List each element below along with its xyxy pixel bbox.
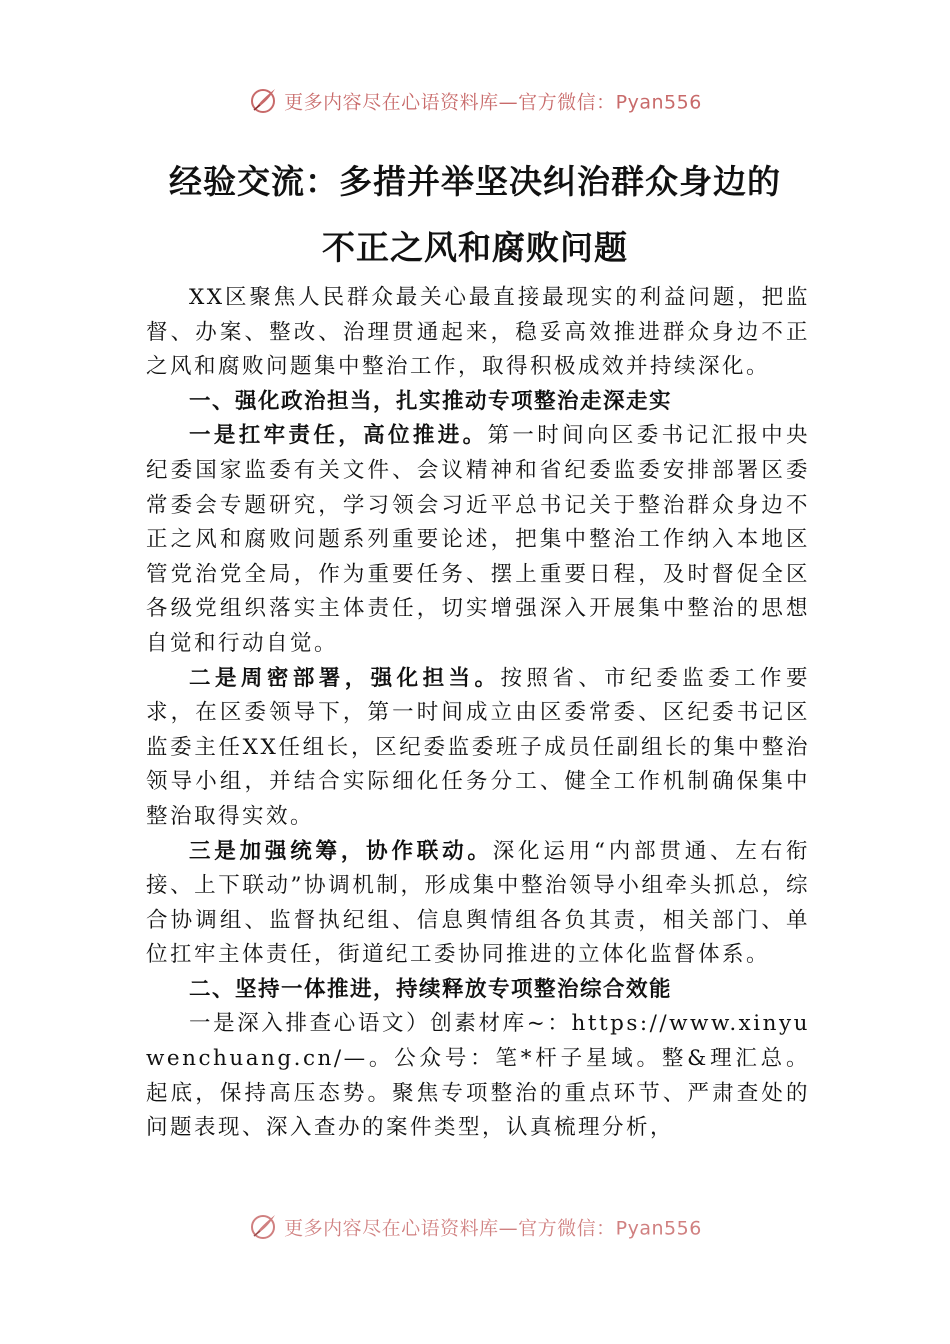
paragraph-1-lead: 一是扛牢责任，高位推进。 (189, 423, 488, 449)
article-body (146, 281, 810, 1146)
intro-paragraph: XX区聚焦人民群众最关心最直接最现实的利益问题，把监督、办案、整改、治理贯通起来，稳妥高效推进群众身边不正之风和腐败问题集中整治工作，取得积极成效并持续深化。 (146, 285, 810, 380)
paragraph-1-text: 第一时间向区委书记汇报中央纪委国家监委有关文件、会议精神和省纪委监委安排部署区委常委会专题研究，学习领会习近平总书记关于整治群众身边不正之风和腐败问题系列重要论述，把集中整治工作纳入本地区管党治党全局，作为重要任务、摆上重要日程，及时督促全区各级党组织落实主体责任，切实增强深入开展集中整治的思想自觉和行动自觉。 (146, 423, 810, 656)
quill-logo-icon (248, 86, 278, 116)
section-heading-2: 二、坚持一体推进，持续释放专项整治综合效能 (189, 976, 673, 1002)
paragraph-1 (146, 419, 810, 661)
page-title-line-2: 不正之风和腐败问题 (322, 228, 628, 267)
paragraph-2-lead: 二是周密部署，强化担当。 (189, 665, 501, 691)
paragraph-3-text: 深化运用“内部贯通、左右衔接、上下联动”协调机制，形成集中整治领导小组牵头抓总，综合协调组、监督执纪组、信息舆情组各负其责，相关部门、单位扛牢主体责任，街道纪工委协同推进的立体化监督体系。 (146, 838, 810, 968)
watermark-top (0, 86, 950, 116)
watermark-text: 更多内容尽在心语资料库—官方微信：Pyan556 (284, 91, 702, 114)
watermark-bottom (0, 1212, 950, 1242)
paragraph-2 (146, 662, 810, 835)
paragraph-4: 一是深入排查心语文）创素材库~：https://www.xinyuwenchuang.cn/—。公众号：笔*杆子星域。整&理汇总。起底，保持高压态势。聚焦专项整治的重点环节、严肃查处的问题表现、深入查办的案件类型，认真梳理分析， (146, 1011, 810, 1141)
paragraph-2-text: 按照省、市纪委监委工作要求，在区委领导下，第一时间成立由区委常委、区纪委书记区监委主任XX任组长，区纪委监委班子成员任副组长的集中整治领导小组，并结合实际细化任务分工、健全工作机制确保集中整治取得实效。 (146, 665, 810, 829)
quill-logo-icon (248, 1212, 278, 1242)
page-title-line-1: 经验交流：多措并举坚决纠治群众身边的 (169, 162, 781, 201)
paragraph-3 (146, 835, 810, 973)
paragraph-3-lead: 三是加强统筹，协作联动。 (189, 838, 493, 864)
watermark-text: 更多内容尽在心语资料库—官方微信：Pyan556 (284, 1217, 702, 1240)
section-heading-1: 一、强化政治担当，扎实推动专项整治走深走实 (189, 388, 673, 414)
